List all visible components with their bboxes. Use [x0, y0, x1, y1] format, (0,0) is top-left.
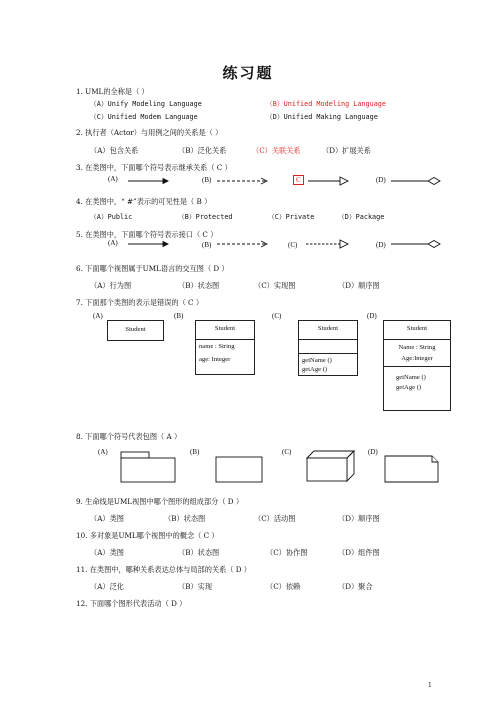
question-5-label-c: (C) [288, 241, 298, 249]
class-attribute: age: Integer [199, 356, 231, 363]
node-cube-icon [307, 451, 354, 481]
solid-arrow-icon [128, 242, 168, 247]
question-10-option-d: （D）组件图 [338, 548, 380, 557]
question-5-label-a: (A) [108, 239, 118, 247]
question-1-option-c: （C）Unified Modem Language [90, 113, 198, 121]
question-3-label-b: (B) [202, 176, 212, 184]
dashed-arrow-icon [217, 178, 267, 184]
package-icon [121, 452, 175, 482]
question-6-option-c: （C）实现图 [254, 281, 296, 290]
question-10-option-c: （C）协作图 [266, 548, 308, 557]
page-number: 1 [428, 682, 432, 689]
question-3-stem: 3. 在类图中，下面哪个符号表示继承关系（ C ） [76, 163, 232, 172]
class-attribute: name : String [199, 343, 235, 350]
question-3-label-d: (D) [376, 176, 386, 184]
question-3-label-a: (A) [108, 175, 118, 183]
question-8-stem: 8. 下面哪个符号代表包图（ A ） [76, 432, 182, 441]
question-7-label-b: (B) [174, 312, 184, 320]
question-6-stem: 6. 下面哪个视图属于UML语言的交互图（ D ） [76, 264, 229, 273]
rectangle-icon [216, 457, 262, 482]
question-6-option-d: （D）顺序图 [338, 281, 380, 290]
question-4-option-a: （A）Public [90, 213, 133, 221]
question-8-label-b: (B) [190, 448, 200, 456]
note-icon [385, 456, 438, 482]
question-2-stem: 2. 执行者（Actor）与用例之间的关系是（ ） [76, 128, 223, 137]
question-1-option-d: （D）Unified Making Language [266, 113, 378, 121]
question-1-stem: 1. UML的全称是（ ） [76, 87, 149, 96]
class-box-a [107, 320, 164, 341]
question-10-stem: 10. 多对象是UML哪个视图中的概念（ C ） [76, 531, 219, 540]
dashed-hollow-triangle-icon [306, 240, 348, 248]
class-name: Student [384, 321, 450, 340]
class-box-b [195, 320, 255, 375]
question-4-option-c: （C）Private [268, 213, 315, 221]
class-operation: getAge () [302, 366, 328, 373]
class-attribute: Age:Integer [401, 355, 433, 362]
question-5-arrows [0, 236, 496, 256]
question-4-stem: 4. 在类图中，“ #”表示的可见性是（ B ） [76, 197, 212, 206]
question-1-option-b: （B）Unified Modeling Language [266, 100, 386, 108]
question-2-option-b: （B）泛化关系 [178, 146, 227, 155]
question-8-symbols [0, 448, 496, 488]
question-4-option-b: （B）Protected [178, 213, 233, 221]
question-5-label-b: (B) [202, 241, 212, 249]
question-7-stem: 7. 下面那个类图的表示是错误的（ C ） [76, 298, 204, 307]
question-2-option-d: （D）扩展关系 [322, 146, 371, 155]
dashed-arrow-icon [217, 241, 267, 247]
question-8-label-a: (A) [98, 448, 108, 456]
class-name: Student [125, 326, 146, 333]
diamond-line-icon [391, 178, 440, 185]
question-1-option-a: （A）Unify Modeling Language [90, 100, 202, 108]
question-7-label-c: (C) [272, 312, 282, 320]
question-12-stem: 12. 下面哪个图形代表活动（ D ） [76, 599, 187, 608]
diamond-line-icon [391, 241, 440, 248]
question-2-option-c: （C）关联关系 [252, 146, 301, 155]
class-operation: getAge () [396, 384, 422, 391]
question-11-option-a: （A）泛化 [90, 582, 124, 591]
question-5-label-d: (D) [376, 241, 386, 249]
question-9-option-a: （A）类图 [90, 514, 124, 523]
question-10-option-a: （A）类图 [90, 548, 124, 557]
question-10-option-b: （B）状态图 [178, 548, 220, 557]
class-attribute: Name : String [398, 344, 436, 351]
question-5-stem: 5. 在类图中，下面哪个符号表示接口（ C ） [76, 230, 218, 239]
class-box-c [298, 320, 358, 376]
question-8-label-d: (D) [368, 448, 378, 456]
class-name: Student [196, 321, 254, 340]
class-name: Student [299, 321, 357, 340]
question-7-label-d: (D) [367, 312, 377, 320]
question-3-label-c: C [293, 175, 304, 185]
question-2-option-a: （A）包含关系 [90, 146, 139, 155]
question-11-option-d: （D）聚合 [338, 582, 373, 591]
question-9-stem: 9. 生命线是UML视图中哪个图形的组成部分（ D ） [76, 497, 244, 506]
question-8-label-c: (C) [282, 448, 292, 456]
question-4-option-d: （D）Package [338, 213, 385, 221]
question-6-option-a: （A）行为图 [90, 281, 132, 290]
question-7-label-a: (A) [93, 312, 103, 320]
question-9-option-d: （D）顺序图 [338, 514, 380, 523]
hollow-triangle-arrow-icon [308, 177, 348, 185]
class-operation: getName () [302, 357, 332, 364]
question-11-option-c: （C）依赖 [266, 582, 301, 591]
question-9-option-b: （B）状态图 [164, 514, 206, 523]
question-11-option-b: （B）实现 [178, 582, 213, 591]
question-11-stem: 11. 在类图中，哪种关系表达总体与局部的关系（ D ） [76, 565, 251, 574]
solid-arrow-icon [128, 179, 168, 184]
question-9-option-c: （C）活动图 [254, 514, 296, 523]
question-6-option-b: （B）状态图 [178, 281, 220, 290]
page-title: 练习题 [222, 64, 274, 82]
question-3-arrows [0, 172, 496, 192]
class-operation: getName () [396, 374, 426, 381]
class-box-d [383, 320, 451, 411]
